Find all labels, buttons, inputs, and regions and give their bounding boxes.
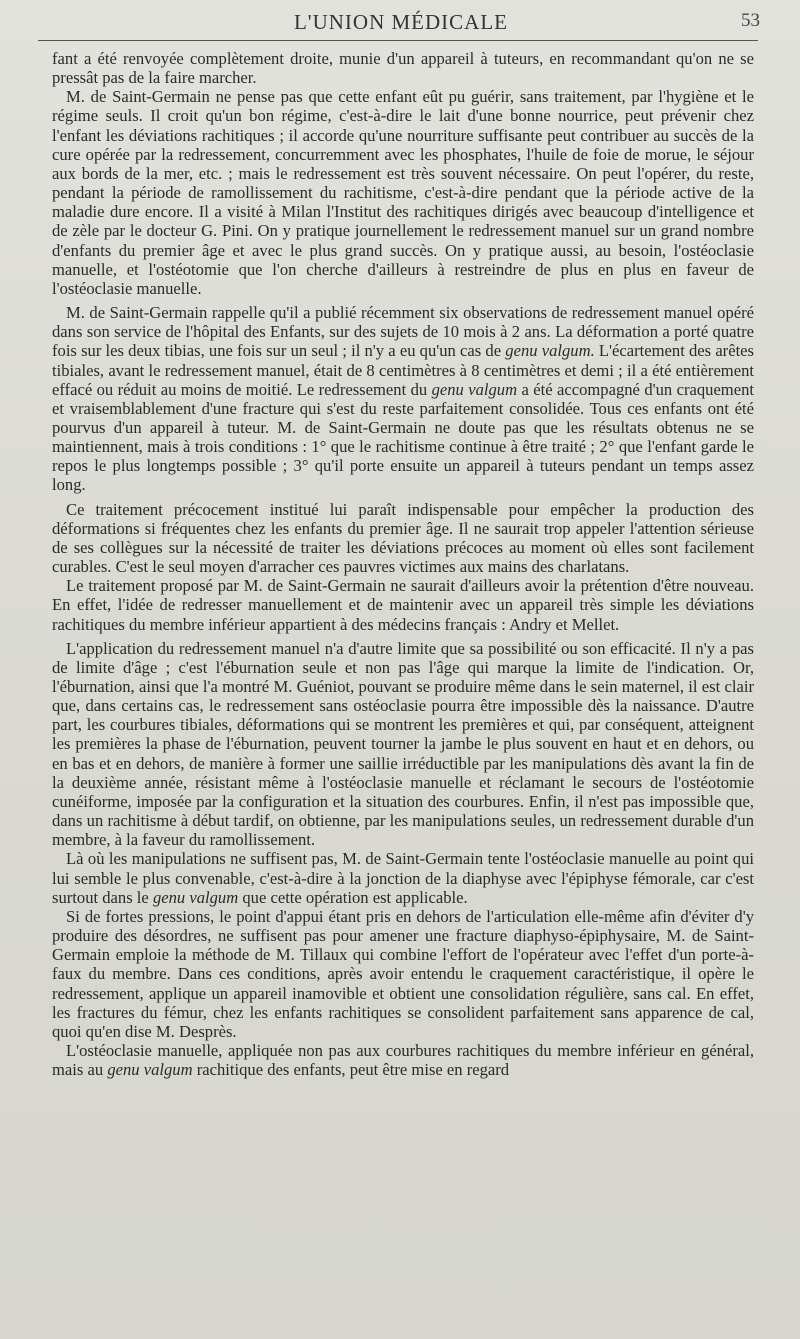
article-body (52, 49, 754, 1079)
paragraph-8: Si de fortes pressions, le point d'appui étant pris en dehors de l'articulation elle-même afin d'éviter d'y produire des désordres, ne suffisent pas pour amener une fracture diaphyso-épiphysaire, M. de Saint-Germain emploie la méthode de M. Tillaux qui combine l'effort de l'opérateur avec l'effet d'un porte-à-faux du membre. Dans ces conditions, après avoir entendu le craquement caractéristique, il opère le redressement, applique un appareil inamovible et obtient une consolidation régulière, sans cal. En effet, les fractures du fémur, chez les enfants rachitiques se consolident parfaitement sans apparence de cal, quoi qu'en dise M. Desprès. (52, 906, 754, 1041)
paragraph-6: L'application du redressement manuel n'a d'autre limite que sa possibilité ou son efficacité. Il n'y a pas de limite d'âge ; c'est l'éburnation seule et non pas l'âge qui marque la limite de l'indication. Or, l'éburnation, ainsi que l'a montré M. Guéniot, pouvant se produire même dans le sein maternel, il est clair que, dans certains cas, le redressement sans ostéoclasie pourra être impossible dès la naissance. D'autre part, les courbures tibiales, déformations qui se montrent les premières et qui, par conséquent, atteignent les premières la phase de l'éburnation, peuvent tourner la jambe le plus souvent en haut et en dehors, ou en bas et en dehors, de manière à former une saillie irréductible par les manipulations dès avant la fin de la deuxième année, résistant même à l'ostéoclasie manuelle et réclamant le secours de l'ostéotomie cunéiforme, imposée par la configuration et la situation des courbures. Enfin, il n'est pas impossible que, dans un rachitisme à début tardif, on obtienne, par les manipulations seules, un redressement durable d'un membre, à la faveur du ramollissement. (52, 638, 754, 850)
paragraph-9: L'ostéoclasie manuelle, appliquée non pas aux courbures rachitiques du membre inférieur en général, mais au genu valgum rachitique des enfants, peut être mise en regard (52, 1040, 754, 1080)
paragraph-7: Là où les manipulations ne suffisent pas, M. de Saint-Germain tente l'ostéoclasie manuelle au point qui lui semble le plus convenable, c'est-à-dire à la jonction de la diaphyse avec l'épiphyse fémorale, car c'est surtout dans le genu valgum que cette opération est applicable. (52, 849, 754, 907)
page-header (48, 4, 760, 40)
header-rule (38, 40, 758, 41)
paragraph-1: fant a été renvoyée complètement droite, munie d'un appareil à tuteurs, en recommandant qu'on ne se pressât pas de la faire marcher. (52, 49, 754, 88)
paragraph-5: Le traitement proposé par M. de Saint-Germain ne saurait d'ailleurs avoir la prétention d'être nouveau. En effet, l'idée de redresser manuellement et de maintenir avec un appareil très simple les déviations rachitiques du membre inférieur appartient à des médecins français : Andry et Mellet. (52, 576, 754, 634)
page-number: 53 (741, 10, 760, 31)
paragraph-2: M. de Saint-Germain ne pense pas que cette enfant eût pu guérir, sans traitement, par l'hygiène et le régime seuls. Il croit qu'un bon régime, c'est-à-dire le lait d'une bonne nourrice, peut prévenir chez l'enfant les déviations rachitiques ; il accorde qu'une nourriture suffisante peut contribuer au succès de la cure opérée par la redressement, concurremment avec les phosphates, l'huile de foie de morue, le séjour aux bords de la mer, etc. ; mais le redressement est très souvent nécessaire. On peut l'opérer, du reste, pendant la période de ramollissement du rachitisme, c'est-à-dire pendant que la période active de la maladie dure encore. Il a visité à Milan l'Institut des rachitiques dirigés avec beaucoup d'intelligence et de zèle par le docteur G. Pini. On y pratique journellement le redressement manuel sur un grand nombre d'enfants du premier âge et avec le plus grand succès. On y pratique aussi, au besoin, l'ostéoclasie manuelle, et l'ostéotomie que l'on cherche d'ailleurs à restreindre de plus en plus en faveur de l'ostéoclasie manuelle. (52, 87, 754, 298)
paragraph-3: M. de Saint-Germain rappelle qu'il a publié récemment six observations de redressement manuel opéré dans son service de l'hôpital des Enfants, sur des sujets de 10 mois à 2 ans. La déformation a porté quatre fois sur les deux tibias, une fois sur un seul ; il n'y a eu qu'un cas de genu valgum. L'écartement des arêtes tibiales, avant le redressement manuel, était de 8 centimètres à 8 centimètres et demi ; il a été entièrement effacé ou réduit au moins de moitié. Le redressement du genu valgum a été accompagné d'un craquement et vraisemblablement d'une fracture qui s'est du reste parfaitement consolidée. Tous ces enfants ont été pourvus d'un appareil à tuteur. M. de Saint-Germain ne doute pas que les résultats obtenus ne se maintiennent, mais à trois conditions : 1° que le rachitisme continue à être traité ; 2° que l'enfant garde le repos le plus longtemps possible ; 3° qu'il porte ensuite un appareil à tuteurs pendant un temps assez long. (52, 303, 755, 495)
running-title: L'UNION MÉDICALE (293, 10, 508, 34)
paragraph-4: Ce traitement précocement institué lui paraît indispensable pour empêcher la production des déformations si fréquentes chez les enfants du premier âge. Il ne saurait trop appeler l'attention sérieuse de ses collègues sur la nécessité de traiter les déviations précoces au moment où elles sont facilement curables. C'est le seul moyen d'arracher ces pauvres victimes aux mains des charlatans. (52, 499, 754, 577)
